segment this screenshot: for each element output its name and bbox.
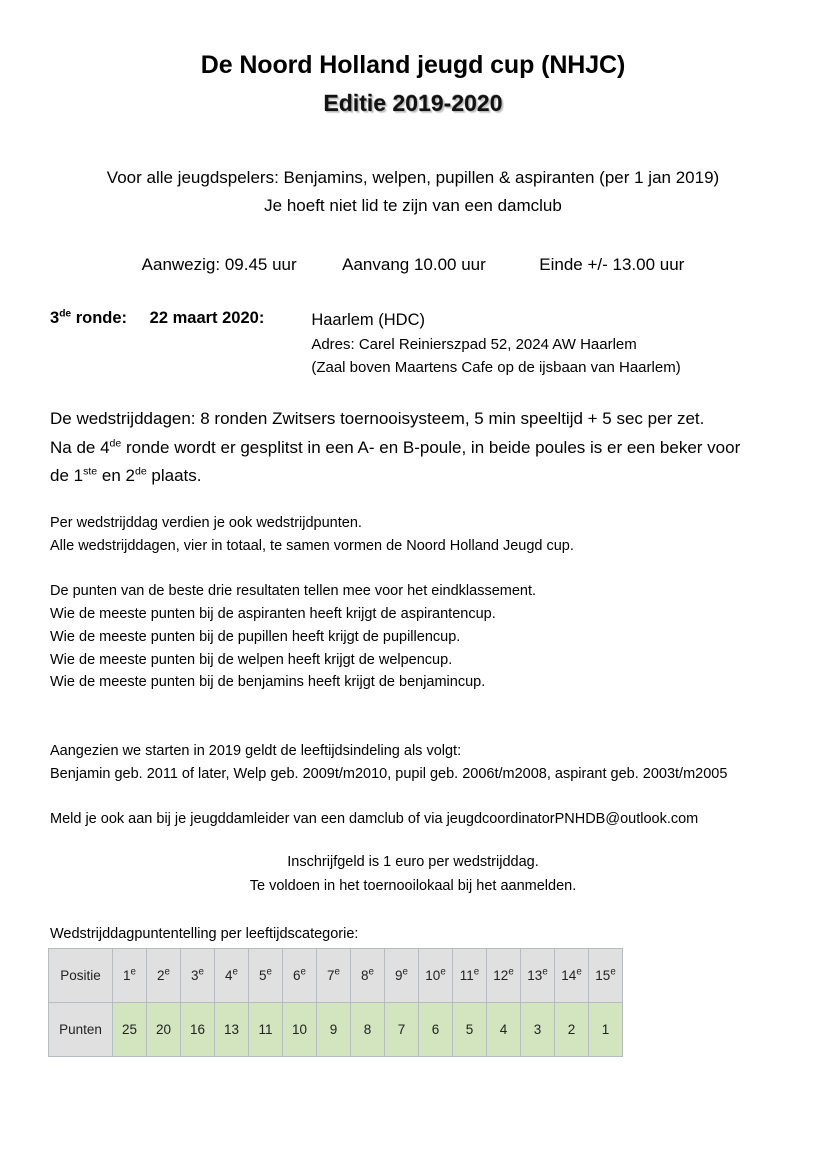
position-value: 11 [459,968,474,983]
position-value: 15 [595,968,611,983]
position-value: 7 [327,968,335,983]
page-subtitle: Editie 2019-2020 [323,90,503,117]
position-suffix: e [232,966,238,978]
round-date: 22 maart 2020: [149,309,265,328]
position-suffix: e [198,966,204,978]
page-title: De Noord Holland jeugd cup (NHJC) [200,51,626,79]
points-cell: 13 [215,1003,249,1057]
position-value: 13 [527,968,543,983]
points-cell: 20 [147,1003,181,1057]
format-line-2 [50,434,784,462]
position-header-cell [385,949,419,1003]
position-header-cell [589,949,623,1003]
format-line-2-b: ronde wordt er gesplitst in een A- en B-poule, in beide poules is er een beker voor [121,437,741,457]
position-suffix: e [266,966,272,978]
position-header-cell [521,949,555,1003]
position-suffix: e [473,966,480,978]
position-suffix: e [508,966,514,978]
position-header-cell [215,949,249,1003]
position-suffix: e [164,966,170,978]
fee-line-2: Te voldoen in het toernooilokaal bij het aanmelden. [249,877,577,894]
round-word: ronde: [75,309,128,328]
cups-line-4: Wie de meeste punten bij de welpen heeft krijgt de welpencup. [50,651,453,668]
intro-block [0,164,826,219]
points-cell: 3 [521,1003,555,1057]
position-header-cell [317,949,351,1003]
fee-block [0,851,826,898]
round-label-group [50,308,264,328]
position-suffix: e [576,966,582,978]
venue-name: Haarlem (HDC) [311,311,425,330]
points-cell: 16 [181,1003,215,1057]
position-suffix: e [334,966,340,978]
position-value: 2 [157,968,165,983]
position-suffix: e [542,966,548,978]
position-suffix: e [402,966,408,978]
format-line-3-a: de 1 [50,465,84,485]
position-header-cell [555,949,589,1003]
position-suffix: e [440,966,446,978]
signup-block [0,808,826,831]
position-header-cell [419,949,453,1003]
format-line-2-sup: de [109,436,122,449]
format-line-3-sup2: de [134,465,147,478]
round-venue-group [311,308,680,379]
intro-line-2: Je hoeft niet lid te zijn van een damclub [264,195,562,215]
points-info-block [0,512,826,558]
position-value: 9 [395,968,403,983]
points-cell: 1 [589,1003,623,1057]
position-value: 4 [225,968,233,983]
round-number: 3 [50,309,60,328]
position-suffix: e [610,966,616,978]
time-start: Aanvang 10.00 uur [342,255,486,275]
position-header-cell [113,949,147,1003]
points-cell: 7 [385,1003,419,1057]
position-suffix: e [130,966,136,978]
row-label-punten: Punten [49,1003,113,1057]
ages-line-2: Benjamin geb. 2011 of later, Welp geb. 2009t/m2010, pupil geb. 2006t/m2008, aspirant geb. 2003t/m2005 [50,766,728,783]
schedule-times [0,255,826,275]
points-cell: 8 [351,1003,385,1057]
points-cell: 2 [555,1003,589,1057]
fee-line-1: Inschrijfgeld is 1 euro per wedstrijddag. [287,854,539,871]
round-row [0,308,826,379]
position-header-cell [283,949,317,1003]
points-cell: 9 [317,1003,351,1057]
position-value: 1 [123,968,131,983]
format-line-3-sup1: ste [83,465,98,478]
table-row-positions [49,949,623,1003]
position-value: 8 [361,968,369,983]
position-header-cell [487,949,521,1003]
cups-line-5: Wie de meeste punten bij de benjamins heeft krijgt de benjamincup. [50,674,486,691]
format-line-3 [50,462,784,490]
position-value: 3 [191,968,199,983]
points-cell: 6 [419,1003,453,1057]
cups-line-3: Wie de meeste punten bij de pupillen heeft krijgt de pupillencup. [50,628,461,645]
cups-line-2: Wie de meeste punten bij de aspiranten heeft krijgt de aspirantencup. [50,605,496,622]
points-cell: 25 [113,1003,147,1057]
points-table [48,948,623,1057]
position-value: 12 [493,968,509,983]
points-cell: 11 [249,1003,283,1057]
position-header-cell [351,949,385,1003]
position-value: 6 [293,968,301,983]
time-arrival: Aanwezig: 09.45 uur [141,255,297,275]
position-header-cell [249,949,283,1003]
points-info-line-1: Per wedstrijddag verdien je ook wedstrijdpunten. [50,514,362,531]
position-header-cell [453,949,487,1003]
position-suffix: e [368,966,374,978]
position-value: 14 [561,968,577,983]
ages-line-1: Aangezien we starten in 2019 geldt de leeftijdsindeling als volgt: [50,743,462,760]
points-cell: 5 [453,1003,487,1057]
position-header-cell [181,949,215,1003]
ages-block [0,740,826,786]
format-block [0,405,826,490]
table-caption: Wedstrijddagpuntentelling per leeftijdscategorie: [50,926,359,942]
position-value: 5 [259,968,267,983]
round-number-suffix: de [59,308,72,320]
cups-line-1: De punten van de beste drie resultaten tellen mee voor het eindklassement. [50,582,537,599]
round-ordinal [50,309,127,327]
signup-line-1: Meld je ook aan bij je jeugddamleider van een damclub of via jeugdcoordinatorPNHDB@outlook.com [50,811,699,828]
position-header-cell [147,949,181,1003]
points-info-line-2: Alle wedstrijddagen, vier in totaal, te samen vormen de Noord Holland Jeugd cup. [50,537,574,554]
venue-address: Adres: Carel Reinierszpad 52, 2024 AW Haarlem [311,335,637,353]
time-end: Einde +/- 13.00 uur [539,255,685,275]
intro-line-1: Voor alle jeugdspelers: Benjamins, welpen, pupillen & aspiranten (per 1 jan 2019) [106,168,720,187]
cups-block [0,580,826,695]
format-line-2-a: Na de 4 [50,437,110,457]
format-line-3-c: plaats. [146,465,202,485]
points-cell: 4 [487,1003,521,1057]
row-label-positie: Positie [49,949,113,1003]
format-line-3-b: en 2 [97,465,135,485]
table-row-points [49,1003,623,1057]
points-cell: 10 [283,1003,317,1057]
venue-address-note: (Zaal boven Maartens Cafe op de ijsbaan van Haarlem) [311,359,681,377]
format-line-1: De wedstrijddagen: 8 ronden Zwitsers toernooisysteem, 5 min speeltijd + 5 sec per zet. [50,409,705,429]
position-suffix: e [300,966,306,978]
position-value: 10 [425,968,441,983]
